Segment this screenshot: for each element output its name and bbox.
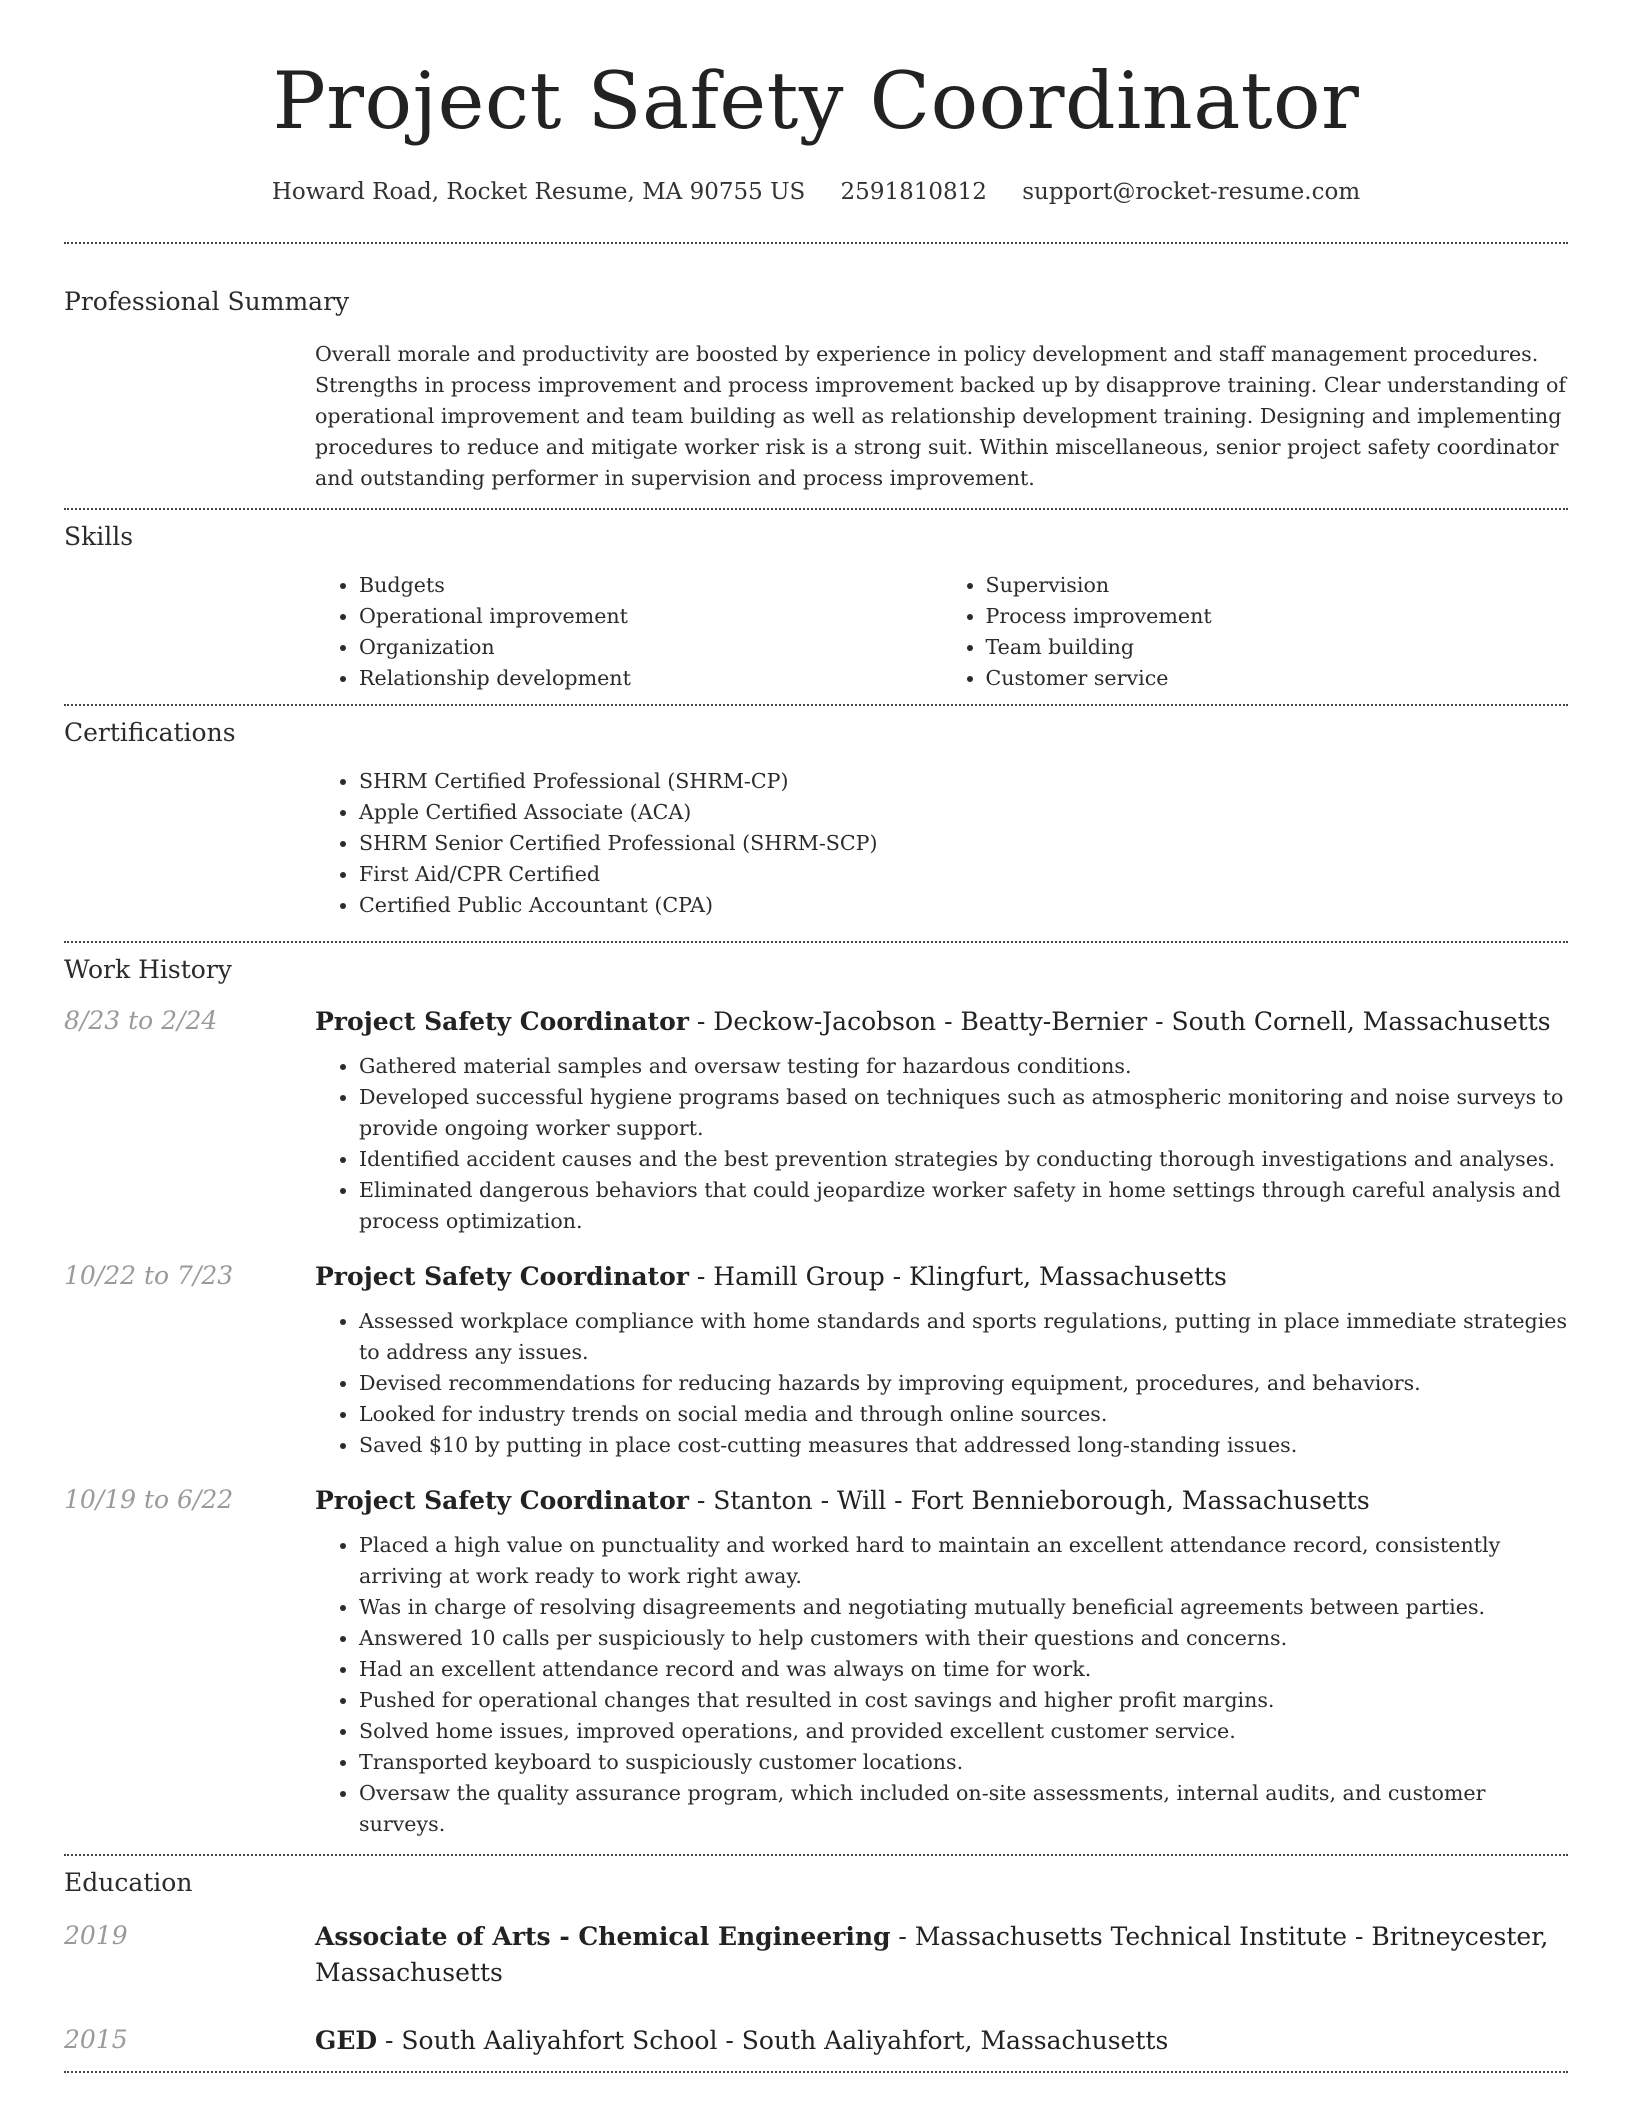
section-title-skills: Skills xyxy=(64,522,134,551)
job-bullets xyxy=(315,1530,1568,1840)
job-details: - Deckow-Jacobson - Beatty-Bernier - South Cornell, Massachusetts xyxy=(688,1007,1551,1036)
skill-item: • Relationship development xyxy=(359,663,942,694)
skill-item: • Process improvement xyxy=(986,601,1569,632)
job-bullet: • Had an excellent attendance record and was always on time for work. xyxy=(359,1654,1568,1685)
section-title-certifications: Certifications xyxy=(64,718,236,747)
email: support@rocket-resume.com xyxy=(1022,179,1361,205)
job-bullet: • Was in charge of resolving disagreements and negotiating mutually beneficial agreements between parties. xyxy=(359,1592,1568,1623)
job-entry xyxy=(64,1259,1568,1461)
job-title xyxy=(315,1259,1568,1295)
job-title xyxy=(315,1004,1568,1040)
job-dates: 8/23 to 2/24 xyxy=(64,1006,218,1035)
divider xyxy=(64,704,1568,706)
job-bullet: • Solved home issues, improved operations, and provided excellent customer service. xyxy=(359,1716,1568,1747)
job-bullet: • Transported keyboard to suspiciously customer locations. xyxy=(359,1747,1568,1778)
job-role: Project Safety Coordinator xyxy=(315,1007,689,1036)
job-entry xyxy=(64,1004,1568,1237)
skill-item: • Budgets xyxy=(359,570,942,601)
job-bullet: • Developed successful hygiene programs based on techniques such as atmospheric monitoring and noise surveys to provide ongoing worker support. xyxy=(359,1082,1568,1144)
job-entry xyxy=(64,1483,1568,1840)
job-bullet: • Eliminated dangerous behaviors that could jeopardize worker safety in home settings through careful analysis and process optimization. xyxy=(359,1175,1568,1237)
education-degree: Associate of Arts - Chemical Engineering xyxy=(315,1922,891,1951)
skills-section xyxy=(64,520,1568,694)
job-bullet: • Oversaw the quality assurance program, which included on-site assessments, internal audits, and customer surveys. xyxy=(359,1778,1568,1840)
section-title-summary: Professional Summary xyxy=(64,287,350,316)
education-entry xyxy=(64,1919,1568,1991)
job-bullet: • Identified accident causes and the best prevention strategies by conducting thorough investigations and analyses. xyxy=(359,1144,1568,1175)
summary-text: Overall morale and productivity are boosted by experience in policy development and staff management procedures. Strengths in process improvement and process improvement backed up by disapprove training. Clear understanding of operational improvement and team building as well as relationship development training. Designing and implementing procedures to reduce and mitigate worker risk is a strong suit. Within miscellaneous, senior project safety coordinator and outstanding performer in supervision and process improvement. xyxy=(315,342,1566,490)
education-details: - South Aaliyahfort School - South Aaliyahfort, Massachusetts xyxy=(377,2026,1169,2055)
education-title xyxy=(315,1919,1568,1991)
education-entry xyxy=(64,2023,1568,2059)
job-role: Project Safety Coordinator xyxy=(315,1262,689,1291)
certification-item: • SHRM Certified Professional (SHRM-CP) xyxy=(359,766,1568,797)
certification-item: • Certified Public Accountant (CPA) xyxy=(359,890,1568,921)
skill-item: • Operational improvement xyxy=(359,601,942,632)
skill-item: • Customer service xyxy=(986,663,1569,694)
job-details: - Stanton - Will - Fort Bennieborough, Massachusetts xyxy=(688,1486,1370,1515)
education-section xyxy=(64,1866,1568,2059)
job-title xyxy=(315,1483,1568,1519)
education-year: 2015 xyxy=(64,2025,128,2054)
job-bullet: • Saved $10 by putting in place cost-cutting measures that addressed long-standing issues. xyxy=(359,1430,1568,1461)
phone: 2591810812 xyxy=(840,179,987,205)
job-role: Project Safety Coordinator xyxy=(315,1486,689,1515)
divider xyxy=(64,242,1568,244)
skill-item: • Team building xyxy=(986,632,1569,663)
job-bullet: • Pushed for operational changes that resulted in cost savings and higher profit margins. xyxy=(359,1685,1568,1716)
job-bullet: • Devised recommendations for reducing hazards by improving equipment, procedures, and behaviors. xyxy=(359,1368,1568,1399)
education-degree: GED xyxy=(315,2026,378,2055)
job-bullet: • Answered 10 calls per suspiciously to help customers with their questions and concerns. xyxy=(359,1623,1568,1654)
certifications-section xyxy=(64,716,1568,921)
job-dates: 10/22 to 7/23 xyxy=(64,1261,234,1290)
skill-item: • Organization xyxy=(359,632,942,663)
divider xyxy=(64,2071,1568,2073)
job-dates: 10/19 to 6/22 xyxy=(64,1485,234,1514)
certifications-list xyxy=(315,766,1568,921)
summary-section xyxy=(64,285,1568,494)
skill-item: • Supervision xyxy=(986,570,1569,601)
job-bullets xyxy=(315,1051,1568,1237)
address: Howard Road, Rocket Resume, MA 90755 US xyxy=(271,179,806,205)
section-title-work-history: Work History xyxy=(64,955,232,984)
job-bullet: • Placed a high value on punctuality and worked hard to maintain an excellent attendance record, consistently arriving at work ready to work right away. xyxy=(359,1530,1568,1592)
skills-column-right xyxy=(942,570,1569,694)
job-bullets xyxy=(315,1306,1568,1461)
work-history-section xyxy=(64,953,1568,1840)
job-bullet: • Assessed workplace compliance with home standards and sports regulations, putting in place immediate strategies to address any issues. xyxy=(359,1306,1568,1368)
resume-page xyxy=(64,0,1568,2073)
skills-column-left xyxy=(315,570,942,694)
divider xyxy=(64,941,1568,943)
divider xyxy=(64,1854,1568,1856)
job-bullet: • Gathered material samples and oversaw testing for hazardous conditions. xyxy=(359,1051,1568,1082)
certification-item: • Apple Certified Associate (ACA) xyxy=(359,797,1568,828)
candidate-name: Project Safety Coordinator xyxy=(272,55,1360,147)
education-details: - Massachusetts Technical Institute - Britneycester, Massachusetts xyxy=(315,1922,1549,1987)
section-title-education: Education xyxy=(64,1868,193,1897)
divider xyxy=(64,508,1568,510)
education-title xyxy=(315,2023,1568,2059)
job-bullet: • Looked for industry trends on social media and through online sources. xyxy=(359,1399,1568,1430)
contact-line xyxy=(64,176,1568,208)
certification-item: • SHRM Senior Certified Professional (SHRM-SCP) xyxy=(359,828,1568,859)
skills-list xyxy=(315,570,1568,694)
certification-item: • First Aid/CPR Certified xyxy=(359,859,1568,890)
education-year: 2019 xyxy=(64,1921,128,1950)
job-details: - Hamill Group - Klingfurt, Massachusetts xyxy=(688,1262,1227,1291)
